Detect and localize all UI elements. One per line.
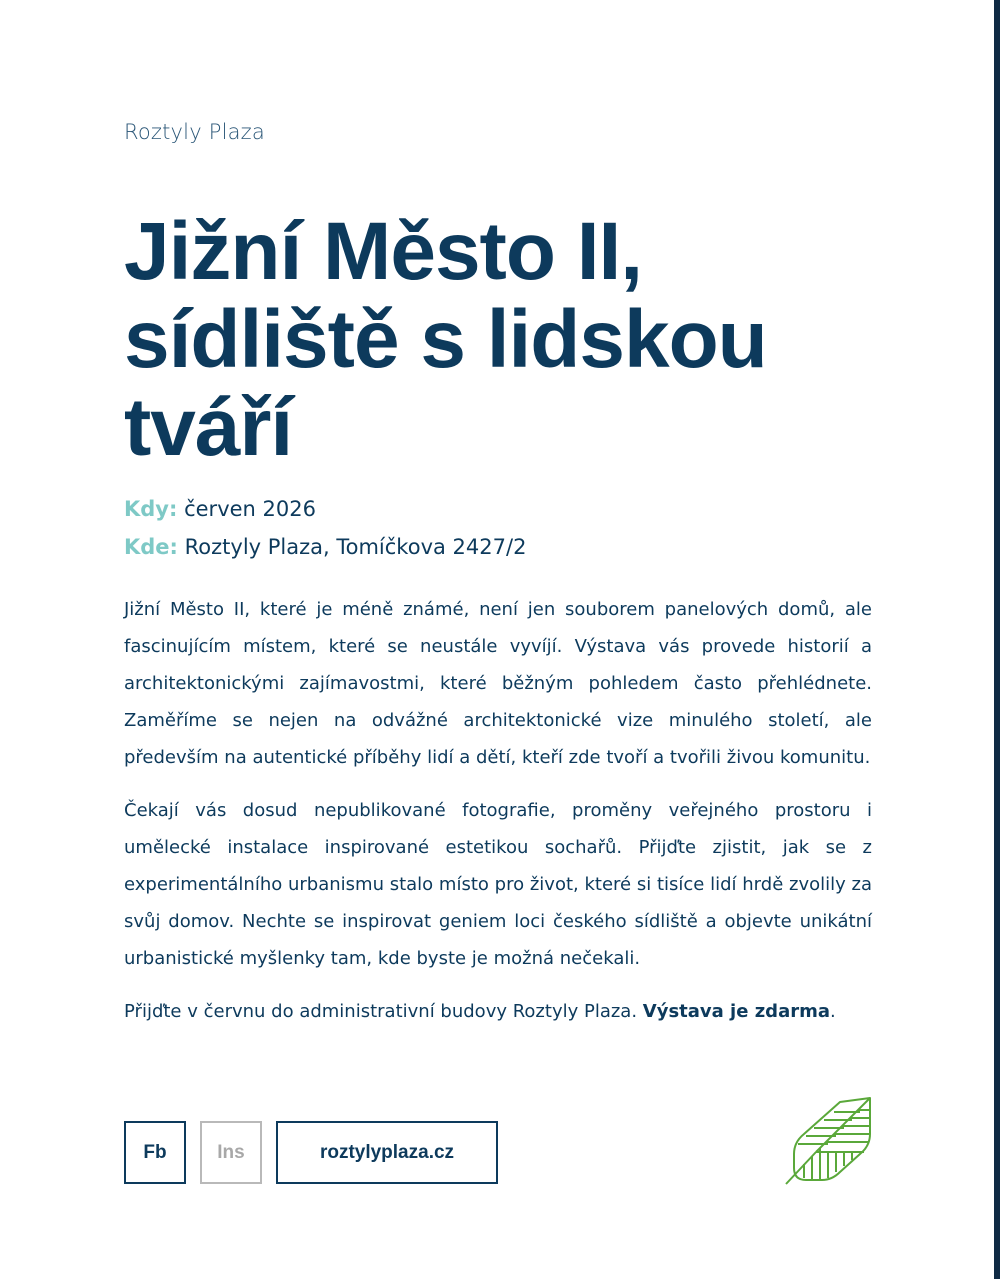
footer-links bbox=[124, 1121, 498, 1184]
website-link[interactable] bbox=[276, 1121, 498, 1184]
paragraph-1: Jižní Město II, které je méně známé, není jen souborem panelových domů, ale fascinujícím místem, které se neustále vyvíjí. Výstava vás provede historií a architektonickými zajímavostmi, které běžným pohledem často přehlédnete. Zaměříme se nejen na odvážné architektonické vize minulého století, ale především na autentické příběhy lidí a dětí, kteří zde tvoří a tvořili živou komunitu. bbox=[124, 599, 872, 768]
instagram-label: Ins bbox=[217, 1141, 245, 1163]
title-line-1: Jižní Město II, bbox=[124, 206, 643, 297]
venue-label: Roztyly Plaza bbox=[124, 120, 265, 144]
paragraph-3 bbox=[124, 993, 872, 1030]
free-entry-note: Výstava je zdarma bbox=[642, 1001, 830, 1022]
page-title bbox=[124, 208, 884, 472]
when-label: Kdy: bbox=[124, 497, 178, 521]
facebook-label: Fb bbox=[143, 1141, 167, 1163]
description bbox=[124, 591, 872, 1046]
paragraph-3-text: Přijďte v červnu do administrativní budovy Roztyly Plaza. bbox=[124, 1001, 643, 1022]
right-edge-bar bbox=[994, 0, 1000, 1279]
where-value: Roztyly Plaza, Tomíčkova 2427/2 bbox=[184, 535, 527, 559]
facebook-button[interactable] bbox=[124, 1121, 186, 1184]
where-row bbox=[124, 528, 526, 566]
title-line-2: sídliště s lidskou bbox=[124, 294, 767, 385]
where-label: Kde: bbox=[124, 535, 178, 559]
when-row bbox=[124, 490, 526, 528]
website-label: roztylyplaza.cz bbox=[319, 1141, 455, 1163]
leaf-icon bbox=[782, 1094, 876, 1186]
when-value: červen 2026 bbox=[184, 497, 316, 521]
instagram-button[interactable] bbox=[200, 1121, 262, 1184]
event-meta bbox=[124, 490, 526, 566]
paragraph-2: Čekají vás dosud nepublikované fotografie, proměny veřejného prostoru i umělecké instalace inspirované estetikou sochařů. Přijďte zjistit, jak se z experimentálního urbanismu stalo místo pro život, které si tisíce lidí hrdě zvolily za svůj domov. Nechte se inspirovat geniem loci českého sídliště a objevte unikátní urbanistické myšlenky tam, kde byste je možná nečekali. bbox=[124, 800, 872, 969]
title-line-3: tváří bbox=[124, 382, 293, 473]
paragraph-3-end: . bbox=[830, 1001, 836, 1022]
